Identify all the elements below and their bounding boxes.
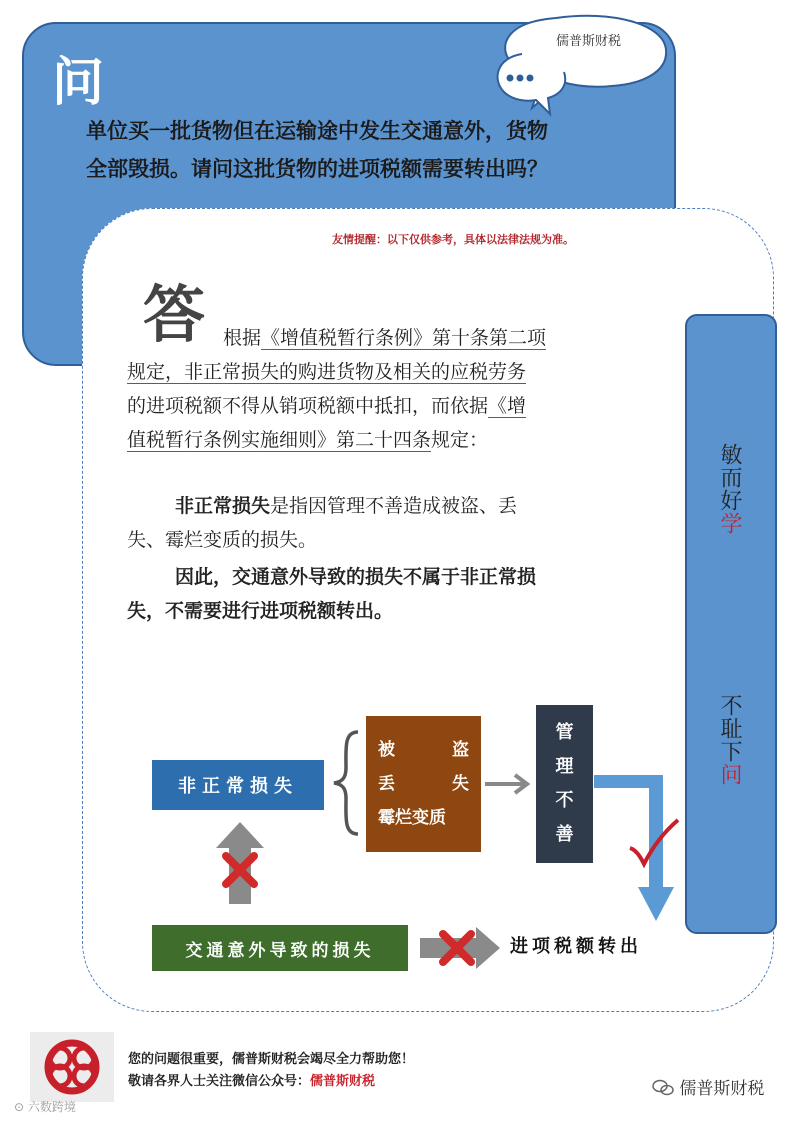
side-bar <box>685 314 777 934</box>
question-line-1: 单位买一批货物但在运输途中发生交通意外，货物 <box>86 119 548 143</box>
footer-line-1: 您的问题很重要，儒普斯财税会竭尽全力帮助您！ <box>128 1052 415 1067</box>
wechat-account-name: 儒普斯财税 <box>679 1079 765 1099</box>
side-motto-bottom-a: 不耻下 <box>717 694 742 763</box>
arrow-right-icon <box>483 770 535 798</box>
side-motto-top <box>714 443 745 535</box>
side-motto-bottom-b: 问 <box>717 763 742 786</box>
answer-p2-line-1 <box>175 489 517 523</box>
side-motto-top-b: 学 <box>717 512 742 535</box>
answer-heading: 答 <box>143 278 206 351</box>
watermark-text: 六数跨境 <box>27 1100 76 1114</box>
answer-p2-line-2: 失、霉烂变质的损失。 <box>127 529 318 551</box>
answer-p2-rest: 是指因管理不善造成被盗、丢 <box>270 495 518 517</box>
question-text <box>86 112 646 188</box>
question-line-2: 全部毁损。请问这批货物的进项税额需要转出吗？ <box>86 157 548 181</box>
loss-type-row: 丢 失 <box>378 774 469 794</box>
answer-p1-line-4 <box>127 423 488 457</box>
wechat-icon <box>652 1079 674 1097</box>
output-label: 进项税额转出 <box>510 936 642 957</box>
abnormal-loss-box: 非正常损失 <box>152 760 324 810</box>
watermark <box>14 1098 76 1115</box>
cross-icon <box>438 929 476 967</box>
mismanagement-box: 管 理 不 善 <box>536 705 593 863</box>
answer-p1-l1b: 《增值税暂行条例》第十条第二项 <box>261 327 547 349</box>
footer-line-2-prefix: 敬请各界人士关注微信公众号： <box>128 1074 311 1089</box>
notice-text: 友情提醒：以下仅供参考，具体以法律法规为准。 <box>332 233 574 246</box>
answer-p1-l4a: 值税暂行条例实施细则》第二十四条 <box>127 429 432 451</box>
side-motto-top-a: 敏而好 <box>717 443 742 512</box>
brand-logo-icon <box>30 1032 114 1102</box>
answer-p1-line-1 <box>223 321 546 355</box>
answer-p1-l4b: 规定： <box>431 429 489 451</box>
bubble-brand-text: 儒普斯财税 <box>556 34 622 49</box>
footer-text <box>128 1049 414 1093</box>
answer-p1-l2: 规定，非正常损失的购进货物及相关的应税劳务 <box>127 361 527 383</box>
answer-p1-l3b: 《增 <box>488 395 527 417</box>
wechat-account[interactable] <box>652 1074 764 1099</box>
accident-loss-box: 交通意外导致的损失 <box>152 925 408 971</box>
cross-icon <box>222 852 258 888</box>
watermark-icon: ⊙ <box>14 1100 25 1114</box>
answer-p1-line-3 <box>127 389 526 423</box>
answer-p1-line-2 <box>127 355 526 389</box>
footer-brand-name: 儒普斯财税 <box>310 1074 376 1089</box>
answer-p3-line-2: 失，不需要进行进项税额转出。 <box>127 600 394 622</box>
footer-line-2 <box>128 1071 414 1093</box>
loss-type-row: 霉烂变质 <box>378 808 446 828</box>
brace-icon <box>330 728 362 838</box>
checkmark-icon <box>628 818 680 868</box>
question-heading: 问 <box>52 53 105 113</box>
loss-types-box <box>366 716 481 852</box>
answer-p1-l1a: 根据 <box>223 327 262 349</box>
loss-type-row: 被 盗 <box>378 740 469 760</box>
side-motto-bottom <box>714 694 745 786</box>
answer-p1-l3a: 的进项税额不得从销项税额中抵扣，而依据 <box>127 395 489 417</box>
answer-p2-bold: 非正常损失 <box>175 495 271 517</box>
answer-p3-line-1: 因此，交通意外导致的损失不属于非正常损 <box>175 566 537 588</box>
